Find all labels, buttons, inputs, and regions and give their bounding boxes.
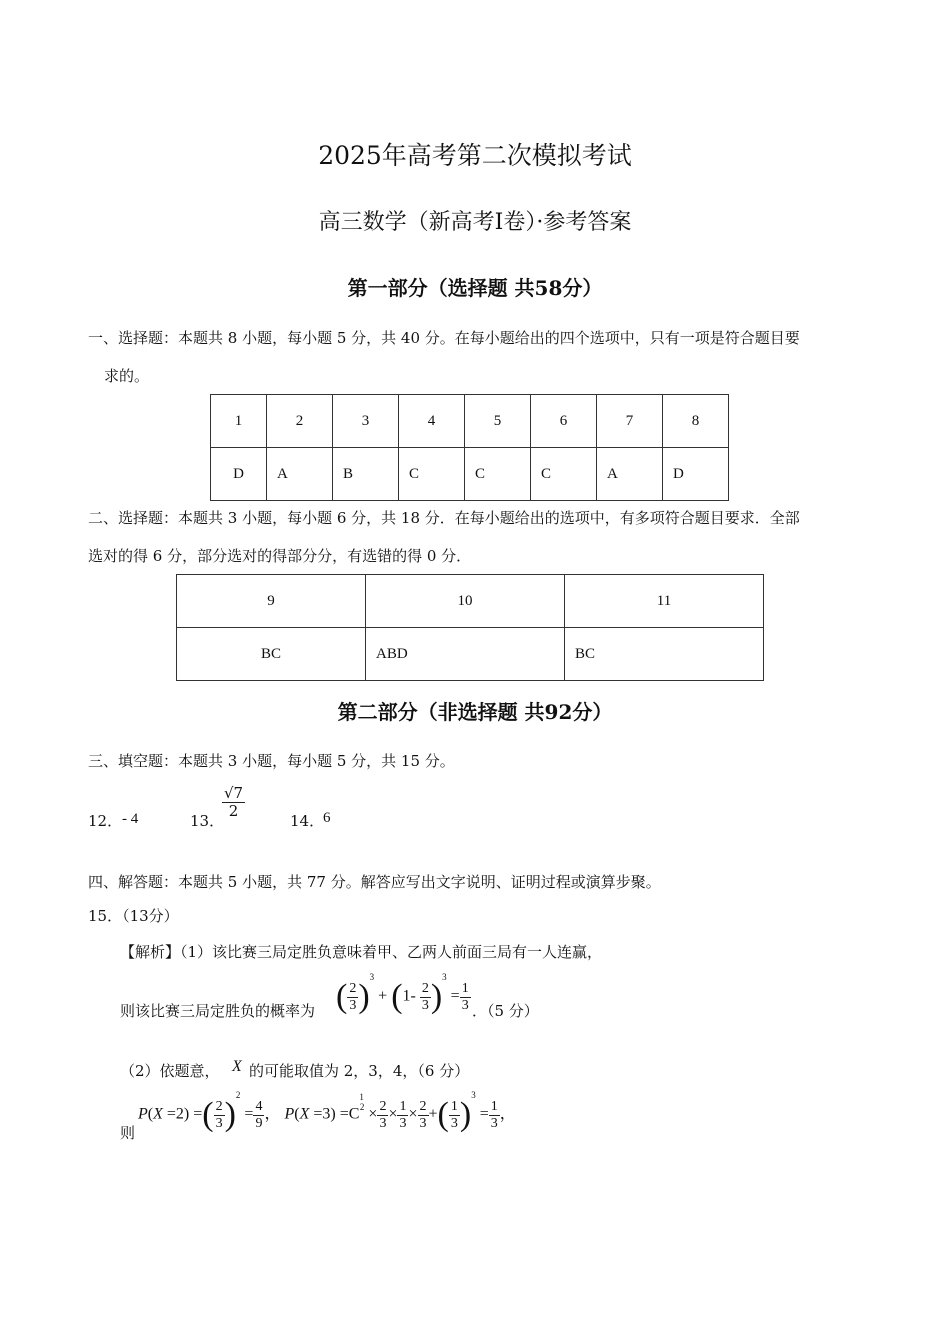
- table-cell: 3: [333, 395, 399, 448]
- answer-table-2-number-row: [177, 575, 764, 628]
- table-cell: D: [211, 448, 267, 501]
- table-cell: 2: [267, 395, 333, 448]
- part2-heading: 第二部分（非选择题 共92分）: [337, 700, 613, 724]
- table-cell: 4: [399, 395, 465, 448]
- q14-answer: 6: [323, 810, 331, 826]
- q12-answer: - 4: [122, 811, 139, 827]
- table-cell: BC: [565, 628, 764, 681]
- section2-instruction-line1: 二、选择题：本题共 3 小题，每小题 6 分，共 18 分．在每小题给出的选项中，有多项符合题目要求．全部: [88, 509, 800, 527]
- q15-analysis: 【解析】（1）该比赛三局定胜负意味着甲、乙两人前面三局有一人连赢，: [120, 943, 603, 961]
- part1-heading: 第一部分（选择题 共58分）: [347, 276, 603, 300]
- page-subtitle: 高三数学（新高考Ⅰ卷）·参考答案: [318, 210, 632, 235]
- answer-table-1: [210, 394, 729, 501]
- table-cell: A: [597, 448, 663, 501]
- q15-part2-rest: 的可能取值为 2，3，4，（6 分）: [249, 1062, 470, 1080]
- table-cell: C: [465, 448, 531, 501]
- table-cell: A: [267, 448, 333, 501]
- q15-probability-formula: ( $\frac{2}{3}$ )$^3$ + (1- $\frac{2}{3}$ )$^3$ = $\frac{1}{3}$: [336, 972, 469, 1015]
- q15-distribution-formula: P(X =2) =( $\frac{2}{3}$ )$^2$ = $\frac{4}{9}$ ， $P(X =3) =C^{12}$ × $\frac{2}{3}$ × $\frac{1}{3}$ × $\frac{2}{3}$ +( $\frac{1}{3}$ )$^3$ = $\frac{1}{3}$ ，: [138, 1090, 516, 1133]
- section3-instruction: 三、填空题：本题共 3 小题，每小题 5 分，共 15 分。: [88, 752, 455, 770]
- section2-instruction-line2: 选对的得 6 分，部分选对的得部分分，有选错的得 0 分．: [88, 547, 472, 565]
- q14-label: 14．: [290, 812, 325, 830]
- q15-line2-prefix: 则该比赛三局定胜负的概率为: [120, 1002, 316, 1020]
- answer-table-1-number-row: [211, 395, 729, 448]
- table-cell: ABD: [366, 628, 565, 681]
- table-cell: 7: [597, 395, 663, 448]
- section1-instruction-line1: 一、选择题：本题共 8 小题，每小题 5 分，共 40 分。在每小题给出的四个选项中，只有一项是符合题目要: [88, 329, 800, 347]
- answer-table-2-answer-row: [177, 628, 764, 681]
- table-cell: 10: [366, 575, 565, 628]
- section4-instruction: 四、解答题：本题共 5 小题，共 77 分。解答应写出文字说明、证明过程或演算步聚。: [88, 873, 661, 891]
- q15-part2-variable: X: [232, 1058, 242, 1075]
- q13-numerator: √7: [224, 784, 244, 802]
- answer-table-1-answer-row: [211, 448, 729, 501]
- table-cell: 6: [531, 395, 597, 448]
- table-cell: C: [399, 448, 465, 501]
- table-cell: 8: [663, 395, 729, 448]
- q15-label: 15．（13分）: [88, 907, 179, 925]
- answer-table-2: [176, 574, 764, 681]
- table-cell: 9: [177, 575, 366, 628]
- table-cell: 5: [465, 395, 531, 448]
- table-cell: BC: [177, 628, 366, 681]
- table-cell: C: [531, 448, 597, 501]
- table-cell: D: [663, 448, 729, 501]
- table-cell: 1: [211, 395, 267, 448]
- q13-answer-fraction: [222, 785, 245, 819]
- table-cell: B: [333, 448, 399, 501]
- table-cell: 11: [565, 575, 764, 628]
- q15-line2-suffix: ．（5 分）: [472, 1002, 539, 1020]
- q15-part2-intro: （2）依题意，: [120, 1062, 220, 1080]
- section1-instruction-line2: 求的。: [104, 367, 150, 385]
- q13-label: 13．: [190, 812, 225, 830]
- page-title: 2025年高考第二次模拟考试: [318, 141, 632, 170]
- q15-then: 则: [120, 1124, 136, 1142]
- q13-denominator: 2: [228, 801, 239, 820]
- q12-label: 12．: [88, 812, 123, 830]
